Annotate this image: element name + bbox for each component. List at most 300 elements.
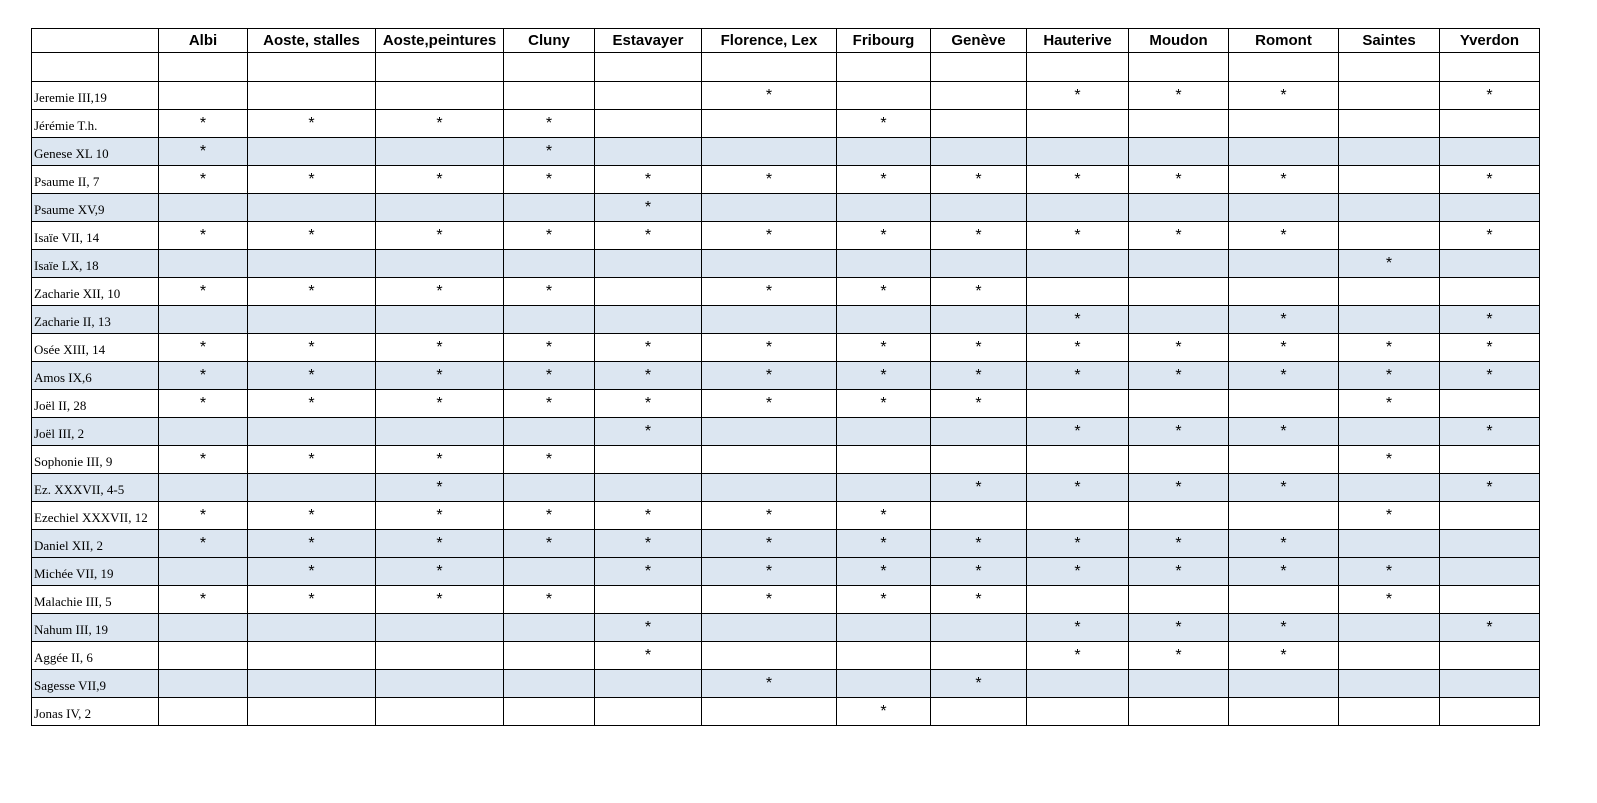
column-header: Genève	[931, 29, 1027, 53]
empty-cell	[595, 586, 702, 614]
asterisk-mark: *	[595, 614, 702, 642]
asterisk-mark: *	[1339, 446, 1440, 474]
empty-cell	[248, 138, 376, 166]
row-label: Jonas IV, 2	[32, 698, 159, 726]
empty-cell	[504, 474, 595, 502]
empty-cell	[1229, 670, 1339, 698]
asterisk-mark: *	[1129, 334, 1229, 362]
asterisk-mark: *	[504, 530, 595, 558]
row-label: Zacharie II, 13	[32, 306, 159, 334]
asterisk-mark: *	[1339, 362, 1440, 390]
asterisk-mark: *	[1229, 362, 1339, 390]
asterisk-mark: *	[159, 586, 248, 614]
empty-cell	[702, 194, 837, 222]
empty-cell	[1027, 110, 1129, 138]
asterisk-mark: *	[931, 362, 1027, 390]
empty-cell	[702, 418, 837, 446]
asterisk-mark: *	[159, 530, 248, 558]
asterisk-mark: *	[837, 166, 931, 194]
empty-cell	[595, 670, 702, 698]
asterisk-mark: *	[837, 558, 931, 586]
table-row	[32, 502, 1540, 530]
asterisk-mark: *	[1027, 558, 1129, 586]
empty-cell	[1129, 698, 1229, 726]
asterisk-mark: *	[248, 390, 376, 418]
empty-cell	[376, 698, 504, 726]
asterisk-mark: *	[702, 278, 837, 306]
asterisk-mark: *	[1129, 614, 1229, 642]
empty-cell	[1440, 642, 1540, 670]
asterisk-mark: *	[931, 390, 1027, 418]
empty-cell	[595, 474, 702, 502]
spreadsheet	[31, 28, 1540, 726]
empty-cell	[1440, 138, 1540, 166]
asterisk-mark: *	[1440, 418, 1540, 446]
asterisk-mark: *	[504, 586, 595, 614]
asterisk-mark: *	[595, 222, 702, 250]
asterisk-mark: *	[931, 474, 1027, 502]
asterisk-mark: *	[702, 82, 837, 110]
asterisk-mark: *	[1339, 390, 1440, 418]
empty-cell	[837, 670, 931, 698]
empty-cell	[1027, 670, 1129, 698]
asterisk-mark: *	[159, 138, 248, 166]
asterisk-mark: *	[376, 110, 504, 138]
empty-cell	[1027, 194, 1129, 222]
empty-cell	[931, 53, 1027, 82]
asterisk-mark: *	[159, 446, 248, 474]
empty-cell	[376, 194, 504, 222]
table-row	[32, 670, 1540, 698]
column-header: Hauterive	[1027, 29, 1129, 53]
asterisk-mark: *	[248, 362, 376, 390]
asterisk-mark: *	[1229, 306, 1339, 334]
empty-cell	[248, 670, 376, 698]
column-header: Aoste,peintures	[376, 29, 504, 53]
empty-cell	[159, 82, 248, 110]
asterisk-mark: *	[1440, 614, 1540, 642]
asterisk-mark: *	[376, 446, 504, 474]
asterisk-mark: *	[504, 278, 595, 306]
asterisk-mark: *	[931, 166, 1027, 194]
asterisk-mark: *	[702, 586, 837, 614]
asterisk-mark: *	[159, 502, 248, 530]
empty-cell	[837, 194, 931, 222]
empty-cell	[1440, 250, 1540, 278]
empty-cell	[1027, 278, 1129, 306]
column-header: Florence, Lex	[702, 29, 837, 53]
empty-cell	[504, 558, 595, 586]
asterisk-mark: *	[931, 558, 1027, 586]
row-label: Genese XL 10	[32, 138, 159, 166]
empty-cell	[1229, 586, 1339, 614]
asterisk-mark: *	[702, 222, 837, 250]
asterisk-mark: *	[931, 670, 1027, 698]
asterisk-mark: *	[248, 586, 376, 614]
empty-cell	[504, 194, 595, 222]
empty-cell	[248, 194, 376, 222]
empty-cell	[931, 614, 1027, 642]
empty-cell	[248, 82, 376, 110]
table-row	[32, 250, 1540, 278]
empty-cell	[931, 446, 1027, 474]
empty-cell	[504, 614, 595, 642]
empty-cell	[931, 110, 1027, 138]
empty-cell	[1440, 278, 1540, 306]
asterisk-mark: *	[248, 446, 376, 474]
corner-cell	[32, 29, 159, 53]
empty-cell	[376, 642, 504, 670]
empty-cell	[837, 418, 931, 446]
empty-cell	[376, 614, 504, 642]
asterisk-mark: *	[1229, 614, 1339, 642]
empty-cell	[837, 53, 931, 82]
empty-cell	[837, 250, 931, 278]
asterisk-mark: *	[248, 530, 376, 558]
empty-cell	[376, 306, 504, 334]
empty-cell	[837, 614, 931, 642]
asterisk-mark: *	[1440, 82, 1540, 110]
empty-cell	[248, 474, 376, 502]
table-row	[32, 418, 1540, 446]
asterisk-mark: *	[1027, 474, 1129, 502]
asterisk-mark: *	[1440, 306, 1540, 334]
asterisk-mark: *	[159, 110, 248, 138]
empty-cell	[837, 446, 931, 474]
asterisk-mark: *	[248, 502, 376, 530]
asterisk-mark: *	[376, 278, 504, 306]
empty-cell	[595, 446, 702, 474]
empty-cell	[1339, 614, 1440, 642]
row-label: Joël II, 28	[32, 390, 159, 418]
asterisk-mark: *	[1229, 334, 1339, 362]
empty-cell	[595, 278, 702, 306]
empty-cell	[931, 250, 1027, 278]
concordance-table	[31, 28, 1540, 726]
empty-cell	[837, 642, 931, 670]
asterisk-mark: *	[1129, 362, 1229, 390]
asterisk-mark: *	[248, 558, 376, 586]
empty-cell	[931, 642, 1027, 670]
asterisk-mark: *	[1129, 530, 1229, 558]
asterisk-mark: *	[931, 278, 1027, 306]
empty-cell	[376, 138, 504, 166]
asterisk-mark: *	[931, 586, 1027, 614]
empty-cell	[1129, 194, 1229, 222]
asterisk-mark: *	[837, 530, 931, 558]
asterisk-mark: *	[595, 558, 702, 586]
asterisk-mark: *	[1440, 334, 1540, 362]
empty-cell	[1339, 418, 1440, 446]
asterisk-mark: *	[1027, 334, 1129, 362]
asterisk-mark: *	[248, 334, 376, 362]
asterisk-mark: *	[595, 362, 702, 390]
row-label: Ez. XXXVII, 4-5	[32, 474, 159, 502]
empty-cell	[837, 306, 931, 334]
column-header: Moudon	[1129, 29, 1229, 53]
empty-cell	[248, 306, 376, 334]
asterisk-mark: *	[376, 362, 504, 390]
empty-cell	[159, 194, 248, 222]
empty-cell	[376, 670, 504, 698]
empty-cell	[1129, 138, 1229, 166]
empty-cell	[159, 642, 248, 670]
asterisk-mark: *	[376, 474, 504, 502]
asterisk-mark: *	[1027, 642, 1129, 670]
empty-cell	[248, 614, 376, 642]
row-label: Michée VII, 19	[32, 558, 159, 586]
empty-cell	[1027, 586, 1129, 614]
empty-cell	[931, 194, 1027, 222]
empty-cell	[1440, 194, 1540, 222]
row-label: Psaume XV,9	[32, 194, 159, 222]
asterisk-mark: *	[248, 110, 376, 138]
asterisk-mark: *	[1129, 418, 1229, 446]
empty-cell	[595, 82, 702, 110]
row-label: Sagesse VII,9	[32, 670, 159, 698]
empty-cell	[1339, 278, 1440, 306]
empty-cell	[702, 250, 837, 278]
table-row	[32, 474, 1540, 502]
empty-cell	[248, 250, 376, 278]
empty-cell	[1339, 642, 1440, 670]
empty-cell	[1339, 222, 1440, 250]
asterisk-mark: *	[376, 502, 504, 530]
asterisk-mark: *	[702, 166, 837, 194]
asterisk-mark: *	[504, 334, 595, 362]
asterisk-mark: *	[159, 222, 248, 250]
table-row	[32, 530, 1540, 558]
asterisk-mark: *	[159, 278, 248, 306]
asterisk-mark: *	[1129, 222, 1229, 250]
asterisk-mark: *	[702, 670, 837, 698]
asterisk-mark: *	[837, 390, 931, 418]
asterisk-mark: *	[1229, 418, 1339, 446]
table-row	[32, 614, 1540, 642]
empty-cell	[504, 53, 595, 82]
empty-cell	[1339, 194, 1440, 222]
asterisk-mark: *	[504, 390, 595, 418]
row-label: Malachie III, 5	[32, 586, 159, 614]
empty-cell	[248, 698, 376, 726]
empty-cell	[931, 306, 1027, 334]
asterisk-mark: *	[595, 502, 702, 530]
empty-cell	[702, 698, 837, 726]
row-label: Jeremie III,19	[32, 82, 159, 110]
asterisk-mark: *	[1129, 558, 1229, 586]
asterisk-mark: *	[1339, 502, 1440, 530]
asterisk-mark: *	[504, 222, 595, 250]
column-header: Albi	[159, 29, 248, 53]
asterisk-mark: *	[1339, 558, 1440, 586]
empty-cell	[1229, 698, 1339, 726]
empty-cell	[504, 670, 595, 698]
column-header: Estavayer	[595, 29, 702, 53]
header-row	[32, 29, 1540, 53]
empty-cell	[1129, 306, 1229, 334]
asterisk-mark: *	[504, 362, 595, 390]
row-label: Jérémie T.h.	[32, 110, 159, 138]
empty-cell	[1339, 670, 1440, 698]
empty-cell	[159, 418, 248, 446]
empty-cell	[376, 82, 504, 110]
empty-cell	[1339, 110, 1440, 138]
asterisk-mark: *	[1229, 558, 1339, 586]
empty-cell	[1129, 502, 1229, 530]
empty-cell	[931, 82, 1027, 110]
asterisk-mark: *	[376, 222, 504, 250]
column-header: Aoste, stalles	[248, 29, 376, 53]
empty-cell	[159, 53, 248, 82]
empty-cell	[595, 53, 702, 82]
empty-cell	[1027, 390, 1129, 418]
asterisk-mark: *	[376, 586, 504, 614]
empty-cell	[1027, 250, 1129, 278]
empty-cell	[1339, 530, 1440, 558]
asterisk-mark: *	[1440, 362, 1540, 390]
empty-cell	[595, 138, 702, 166]
empty-cell	[504, 642, 595, 670]
asterisk-mark: *	[376, 390, 504, 418]
empty-cell	[931, 138, 1027, 166]
row-label: Aggée II, 6	[32, 642, 159, 670]
blank-row	[32, 53, 1540, 82]
asterisk-mark: *	[837, 222, 931, 250]
asterisk-mark: *	[1339, 250, 1440, 278]
asterisk-mark: *	[931, 222, 1027, 250]
asterisk-mark: *	[376, 166, 504, 194]
empty-cell	[1129, 670, 1229, 698]
asterisk-mark: *	[1027, 530, 1129, 558]
empty-cell	[1339, 474, 1440, 502]
row-label: Isaïe LX, 18	[32, 250, 159, 278]
asterisk-mark: *	[1339, 586, 1440, 614]
asterisk-mark: *	[1027, 82, 1129, 110]
asterisk-mark: *	[1027, 614, 1129, 642]
asterisk-mark: *	[504, 446, 595, 474]
asterisk-mark: *	[702, 558, 837, 586]
empty-cell	[1229, 110, 1339, 138]
table-row	[32, 194, 1540, 222]
empty-cell	[1339, 306, 1440, 334]
empty-cell	[1129, 278, 1229, 306]
empty-cell	[1440, 110, 1540, 138]
asterisk-mark: *	[837, 698, 931, 726]
table-row	[32, 642, 1540, 670]
row-label: Joël III, 2	[32, 418, 159, 446]
table-row	[32, 306, 1540, 334]
asterisk-mark: *	[1129, 474, 1229, 502]
table-row	[32, 82, 1540, 110]
empty-cell	[1129, 53, 1229, 82]
empty-cell	[248, 53, 376, 82]
asterisk-mark: *	[376, 558, 504, 586]
asterisk-mark: *	[931, 334, 1027, 362]
row-label: Psaume II, 7	[32, 166, 159, 194]
empty-cell	[376, 418, 504, 446]
asterisk-mark: *	[1027, 222, 1129, 250]
asterisk-mark: *	[595, 194, 702, 222]
empty-cell	[702, 614, 837, 642]
empty-cell	[702, 474, 837, 502]
empty-cell	[1339, 53, 1440, 82]
empty-cell	[159, 698, 248, 726]
table-body	[32, 53, 1540, 726]
empty-cell	[837, 82, 931, 110]
empty-cell	[931, 502, 1027, 530]
column-header: Saintes	[1339, 29, 1440, 53]
empty-cell	[159, 614, 248, 642]
asterisk-mark: *	[1027, 306, 1129, 334]
asterisk-mark: *	[1229, 530, 1339, 558]
asterisk-mark: *	[1027, 166, 1129, 194]
asterisk-mark: *	[159, 362, 248, 390]
asterisk-mark: *	[159, 334, 248, 362]
empty-cell	[1440, 698, 1540, 726]
empty-cell	[159, 670, 248, 698]
empty-cell	[1229, 138, 1339, 166]
row-label: Sophonie III, 9	[32, 446, 159, 474]
table-row	[32, 278, 1540, 306]
asterisk-mark: *	[1129, 642, 1229, 670]
empty-cell	[1339, 138, 1440, 166]
empty-cell	[1440, 670, 1540, 698]
empty-cell	[1440, 502, 1540, 530]
asterisk-mark: *	[1129, 82, 1229, 110]
empty-cell	[931, 698, 1027, 726]
row-label: Osée XIII, 14	[32, 334, 159, 362]
asterisk-mark: *	[376, 334, 504, 362]
asterisk-mark: *	[159, 390, 248, 418]
empty-cell	[702, 446, 837, 474]
empty-cell	[1440, 53, 1540, 82]
table-row	[32, 698, 1540, 726]
asterisk-mark: *	[702, 502, 837, 530]
empty-cell	[1027, 446, 1129, 474]
asterisk-mark: *	[837, 586, 931, 614]
asterisk-mark: *	[1027, 418, 1129, 446]
empty-cell	[931, 418, 1027, 446]
asterisk-mark: *	[837, 362, 931, 390]
empty-cell	[702, 306, 837, 334]
asterisk-mark: *	[1440, 166, 1540, 194]
asterisk-mark: *	[376, 530, 504, 558]
empty-cell	[504, 418, 595, 446]
asterisk-mark: *	[159, 166, 248, 194]
empty-cell	[1229, 390, 1339, 418]
empty-cell	[702, 642, 837, 670]
empty-cell	[159, 558, 248, 586]
row-label: Ezechiel XXXVII, 12	[32, 502, 159, 530]
asterisk-mark: *	[504, 110, 595, 138]
empty-cell	[1129, 110, 1229, 138]
empty-cell	[1027, 138, 1129, 166]
empty-cell	[1440, 390, 1540, 418]
empty-cell	[702, 110, 837, 138]
empty-cell	[1229, 278, 1339, 306]
empty-cell	[1440, 530, 1540, 558]
asterisk-mark: *	[595, 642, 702, 670]
empty-cell	[1339, 698, 1440, 726]
empty-cell	[159, 250, 248, 278]
asterisk-mark: *	[595, 418, 702, 446]
row-label: Nahum III, 19	[32, 614, 159, 642]
asterisk-mark: *	[702, 390, 837, 418]
empty-cell	[1339, 82, 1440, 110]
row-label: Zacharie XII, 10	[32, 278, 159, 306]
empty-cell	[595, 306, 702, 334]
empty-cell	[702, 138, 837, 166]
